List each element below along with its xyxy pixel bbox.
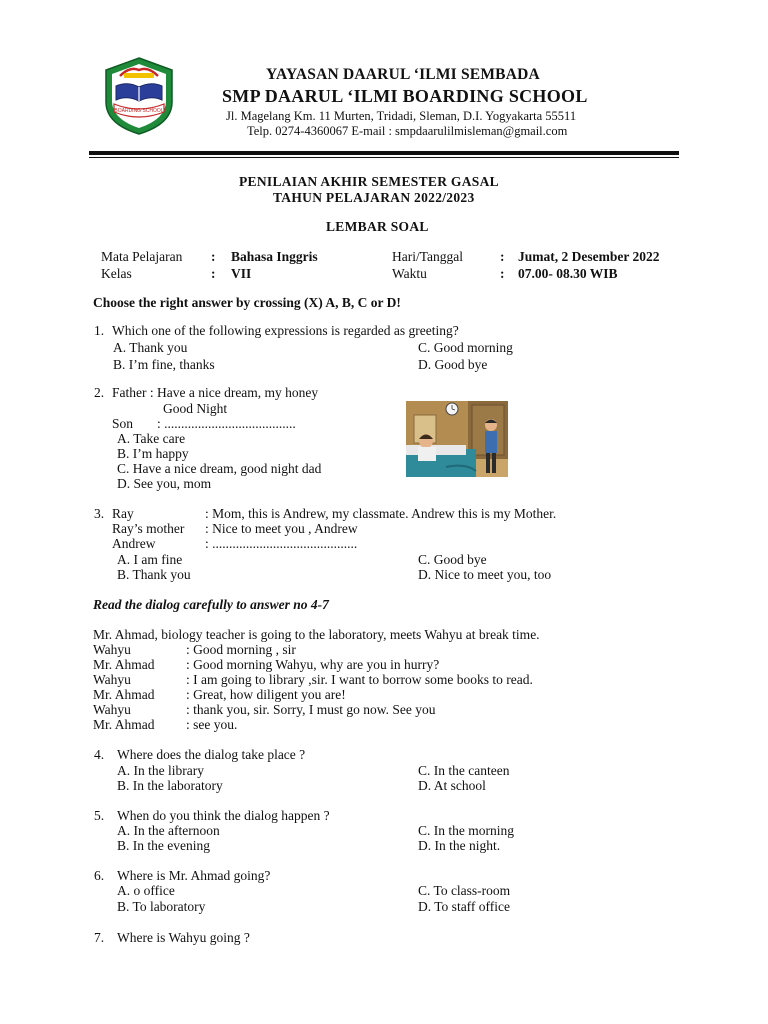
q6-text: Where is Mr. Ahmad going? xyxy=(117,868,271,883)
q4-option-b: B. In the laboratory xyxy=(117,778,223,793)
class-label: Kelas xyxy=(101,266,132,281)
q5-option-a: A. In the afternoon xyxy=(117,823,220,838)
q2-son-label: Son xyxy=(112,416,134,431)
q1-option-c: C. Good morning xyxy=(418,340,513,355)
q6-option-c: C. To class-room xyxy=(418,883,511,898)
svg-text:BOARDING SCHOOL: BOARDING SCHOOL xyxy=(114,108,164,114)
q2-option-a: A. Take care xyxy=(117,431,186,446)
q2-father-line2: Good Night xyxy=(163,401,228,416)
q4-option-c: C. In the canteen xyxy=(418,763,510,778)
date-label: Hari/Tanggal xyxy=(392,249,464,264)
q7-text: Where is Wahyu going ? xyxy=(117,930,250,945)
subject-label: Mata Pelajaran xyxy=(101,249,183,264)
school-address: Jl. Magelang Km. 11 Murten, Tridadi, Sleman, D.I. Yogyakarta 55511 xyxy=(226,109,577,123)
time-label: Waktu xyxy=(392,266,427,281)
q6-option-a: A. o office xyxy=(117,883,175,898)
school-contact: Telp. 0274-4360067 E-mail : smpdaarulilmisleman@gmail.com xyxy=(247,124,568,138)
q4-option-d: D. At school xyxy=(418,778,486,793)
q1-option-a: A. Thank you xyxy=(113,340,188,355)
q3-option-a: A. I am fine xyxy=(117,552,183,567)
exam-sheet-title: LEMBAR SOAL xyxy=(326,219,429,234)
q4-text: Where does the dialog take place ? xyxy=(117,747,306,762)
q2-father-line: Father : Have a nice dream, my honey xyxy=(112,385,319,400)
time-value: 07.00- 08.30 WIB xyxy=(518,266,618,281)
q6-option-b: B. To laboratory xyxy=(117,899,206,914)
q5-option-b: B. In the evening xyxy=(117,838,210,853)
date-value: Jumat, 2 Desember 2022 xyxy=(518,249,660,264)
q3-mother-label: Ray’s mother xyxy=(112,521,185,536)
q3-mother-text: : Nice to meet you , Andrew xyxy=(205,521,358,536)
dialog-line: : I am going to library ,sir. I want to borrow some books to read. xyxy=(186,672,533,687)
q3-ray-text: : Mom, this is Andrew, my classmate. Andrew this is my Mother. xyxy=(205,506,557,521)
q5-number: 5. xyxy=(94,808,105,823)
exam-title: PENILAIAN AKHIR SEMESTER GASAL xyxy=(239,174,499,189)
q5-option-d: D. In the night. xyxy=(418,838,501,853)
dialog-speaker: Wahyu xyxy=(93,642,131,657)
q6-option-d: D. To staff office xyxy=(418,899,511,914)
q4-option-a: A. In the library xyxy=(117,763,204,778)
q4-number: 4. xyxy=(94,747,105,762)
dialog-line: : see you. xyxy=(186,717,238,732)
q2-option-d: D. See you, mom xyxy=(117,476,212,491)
dialog-speaker: Wahyu xyxy=(93,672,131,687)
dialog-line: : Good morning Wahyu, why are you in hurry? xyxy=(186,657,440,672)
q1-number: 1. xyxy=(94,323,105,338)
q1-option-b: B. I’m fine, thanks xyxy=(113,357,215,372)
q5-text: When do you think the dialog happen ? xyxy=(117,808,330,823)
q3-number: 3. xyxy=(94,506,105,521)
exam-year: TAHUN PELAJARAN 2022/2023 xyxy=(273,190,475,205)
q5-option-c: C. In the morning xyxy=(418,823,514,838)
q2-option-b: B. I’m happy xyxy=(117,446,189,461)
q3-ray-label: Ray xyxy=(112,506,134,521)
dialog-intro: Mr. Ahmad, biology teacher is going to the laboratory, meets Wahyu at break time. xyxy=(93,627,540,642)
q3-option-c: C. Good bye xyxy=(418,552,487,567)
q6-number: 6. xyxy=(94,868,105,883)
q1-text: Which one of the following expressions is regarded as greeting? xyxy=(112,323,459,338)
dialog-instruction: Read the dialog carefully to answer no 4-7 xyxy=(93,597,329,612)
dialog-line: : Great, how diligent you are! xyxy=(186,687,346,702)
q2-number: 2. xyxy=(94,385,105,400)
q2-son-blank: : ....................................... xyxy=(157,416,296,431)
dialog-speaker: Mr. Ahmad xyxy=(93,657,155,672)
header-divider-thick xyxy=(89,151,679,155)
q3-option-d: D. Nice to meet you, too xyxy=(418,567,552,582)
dialog-speaker: Mr. Ahmad xyxy=(93,687,155,702)
q3-option-b: B. Thank you xyxy=(117,567,191,582)
date-colon: : xyxy=(500,249,505,264)
q3-andrew-blank: : ........................................... xyxy=(205,536,358,551)
instruction: Choose the right answer by crossing (X) A, B, C or D! xyxy=(93,295,401,310)
dialog-speaker: Wahyu xyxy=(93,702,131,717)
q1-option-d: D. Good bye xyxy=(418,357,488,372)
subject-colon: : xyxy=(211,249,216,264)
bedroom-illustration xyxy=(406,401,508,477)
dialog-line: : thank you, sir. Sorry, I must go now. See you xyxy=(186,702,436,717)
q3-andrew-label: Andrew xyxy=(112,536,156,551)
subject-value: Bahasa Inggris xyxy=(231,249,318,264)
q2-option-c: C. Have a nice dream, good night dad xyxy=(117,461,322,476)
time-colon: : xyxy=(500,266,505,281)
dialog-line: : Good morning , sir xyxy=(186,642,296,657)
foundation-name: YAYASAN DAARUL ‘ILMI SEMBADA xyxy=(266,66,540,83)
class-value: VII xyxy=(231,266,252,281)
q7-number: 7. xyxy=(94,930,105,945)
class-colon: : xyxy=(211,266,216,281)
school-name: SMP DAARUL ‘ILMI BOARDING SCHOOL xyxy=(222,86,588,106)
header-divider-thin xyxy=(89,157,679,158)
dialog-speaker: Mr. Ahmad xyxy=(93,717,155,732)
school-logo xyxy=(102,56,176,136)
